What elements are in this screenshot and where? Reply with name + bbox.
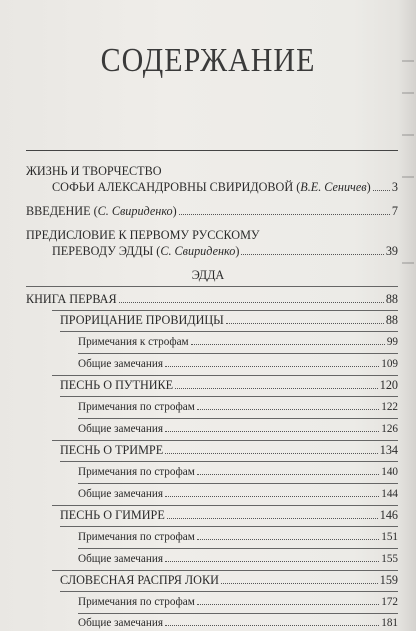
facing-page-edge [398,0,416,631]
toc-entry: Общие замечания 144 [78,488,398,500]
entry-divider [78,418,398,419]
entry-divider [52,440,398,441]
page-title: СОДЕРЖАНИЕ [100,41,316,79]
toc-intro-author: С. Свириденко [97,204,173,218]
entry-divider [60,526,398,527]
title-divider [26,150,398,151]
toc-entry: ПРОРИЦАНИЕ ПРОВИДИЦЫ 88 [60,313,398,327]
toc-intro-page: 7 [391,204,398,218]
entry-divider [60,331,398,332]
leader-dots [179,213,390,215]
toc-entry: Примечания по строфам 151 [78,531,398,543]
section-divider [26,286,398,287]
toc-entry: ПЕСНЬ О ГИМИРЕ 146 [60,508,398,522]
toc-entry: Общие замечания 126 [78,423,398,435]
entry-divider [78,483,398,484]
entry-divider [78,548,398,549]
leader-dots [241,253,383,255]
entry-divider [60,461,398,462]
entry-divider [78,613,398,614]
toc-entry: ПЕСНЬ О ПУТНИКЕ 120 [60,378,398,392]
toc-preface-line1: ПРЕДИСЛОВИЕ К ПЕРВОМУ РУССКОМУ [26,228,260,242]
toc-entry: Общие замечания 109 [78,358,398,370]
toc-preface-author: С. Свириденко [160,244,236,258]
toc-life-entry [52,180,398,195]
toc-entry: Примечания по строфам 172 [78,596,398,608]
entry-divider [60,396,398,397]
toc-entry: Примечания по строфам 122 [78,401,398,413]
entry-divider [60,591,398,592]
entry-divider [52,505,398,506]
entry-divider [52,375,398,376]
toc-entry: Примечания по строфам 140 [78,466,398,478]
entry-divider [52,570,398,571]
edge-mark [402,134,414,136]
toc-intro-entry [26,204,398,219]
leader-dots [373,189,390,191]
toc-preface-line2: ПЕРЕВОДУ ЭДДЫ (С. Свириденко) [52,244,240,258]
toc-preface-page: 39 [385,244,398,258]
toc-entry: СЛОВЕСНАЯ РАСПРЯ ЛОКИ 159 [60,573,398,587]
entry-divider [78,353,398,354]
toc-entry: Общие замечания 155 [78,553,398,565]
entry-divider [52,310,398,311]
edge-mark [402,176,414,178]
toc-life-page: 3 [391,180,398,194]
toc-preface-entry [52,244,398,259]
toc-entry: КНИГА ПЕРВАЯ 88 [26,292,398,306]
toc-life-author: В.Е. Сеничев [300,180,367,194]
toc-life-line1: ЖИЗНЬ И ТВОРЧЕСТВО [26,164,162,178]
toc-entry: Общие замечания 181 [78,617,398,629]
toc-entry: Примечания к строфам 99 [78,336,398,348]
edge-mark [402,92,414,94]
toc-life-line2: СОФЬИ АЛЕКСАНДРОВНЫ СВИРИДОВОЙ (В.Е. Сеничев) [52,180,371,194]
section-heading: ЭДДА [191,268,225,282]
edge-mark [402,262,414,264]
toc-intro-label: ВВЕДЕНИЕ (С. Свириденко) [26,204,177,218]
toc-entry: ПЕСНЬ О ТРИМРЕ 134 [60,443,398,457]
